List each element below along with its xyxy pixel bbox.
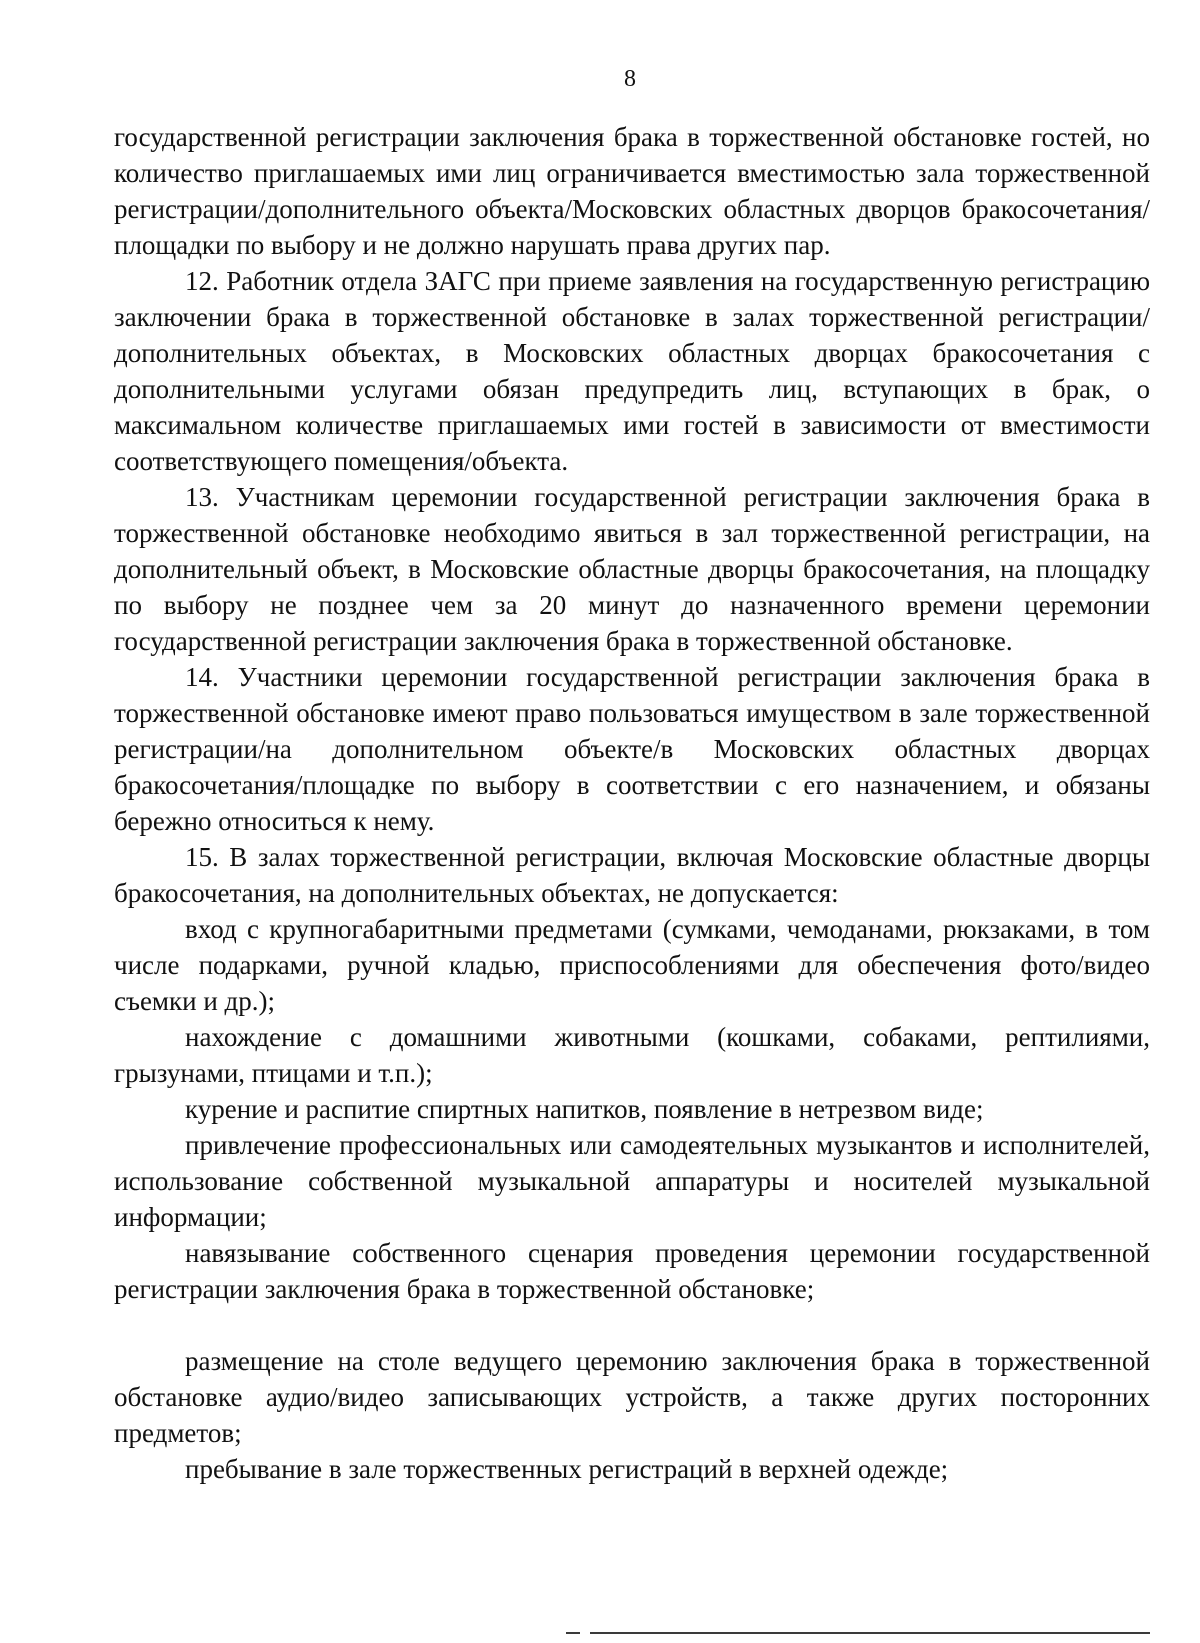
footer-rule-fragment	[566, 1632, 580, 1634]
list-item-outerwear: пребывание в зале торжественных регистраций в верхней одежде;	[185, 1454, 949, 1484]
page-number: 8	[624, 66, 636, 92]
paragraph-12: 12. Работник отдела ЗАГС при приеме заявления на государственную регистрацию заключении брака в торжественной обстановке в залах торжественной регистрации/дополнительных объектах, в Московских областных дворцах бракосочетания с дополнительными услугами обязан предупредить лиц, вступающих в брак, о максимальном количестве приглашаемых ими гостей в зависимости от вместимости соответствующего помещения/объекта.	[114, 266, 1150, 476]
paragraph-13: 13. Участникам церемонии государственной регистрации заключения брака в торжественной обстановке необходимо явиться в зал торжественной регистрации, на дополнительный объект, в Московские областные дворцы бракосочетания, на площадку по выбору не позднее чем за 20 минут до назначенного времени церемонии государственной регистрации заключения брака в торжественной обстановке.	[114, 482, 1150, 656]
list-item-musicians: привлечение профессиональных или самодеятельных музыкантов и исполнителей, использование собственной музыкальной аппаратуры и носителей музыкальной информации;	[114, 1130, 1150, 1232]
paragraph-continuation: государственной регистрации заключения брака в торжественной обстановке гостей, но количество приглашаемых ими лиц ограничивается вместимостью зала торжественной регистрации/дополнительного объекта/Московских областных дворцов бракосочетания/площадки по выбору и не должно нарушать права других пар.	[114, 122, 1150, 260]
list-item-own-scenario: навязывание собственного сценария проведения церемонии государственной регистрации заключения брака в торжественной обстановке;	[114, 1238, 1150, 1304]
list-item-pets: нахождение с домашними животными (кошками, собаками, рептилиями, грызунами, птицами и т.п.);	[114, 1022, 1150, 1088]
footer-rule	[590, 1632, 1150, 1634]
list-item-smoking: курение и распитие спиртных напитков, появление в нетрезвом виде;	[185, 1094, 984, 1124]
paragraph-14: 14. Участники церемонии государственной регистрации заключения брака в торжественной обстановке имеют право пользоваться имуществом в зале торжественной регистрации/на дополнительном объекте/в Московских областных дворцах бракосочетания/площадке по выбору в соответствии с его назначением, и обязаны бережно относиться к нему.	[114, 662, 1150, 836]
list-item-recording-devices: размещение на столе ведущего церемонию заключения брака в торжественной обстановке аудио/видео записывающих устройств, а также других посторонних предметов;	[114, 1346, 1150, 1448]
list-item-large-items: вход с крупногабаритными предметами (сумками, чемоданами, рюкзаками, в том числе подарками, ручной кладью, приспособлениями для обеспечения фото/видео съемки и др.);	[114, 914, 1150, 1016]
paragraph-15: 15. В залах торжественной регистрации, включая Московские областные дворцы бракосочетания, на дополнительных объектах, не допускается:	[114, 842, 1150, 908]
document-body	[114, 119, 1150, 1487]
